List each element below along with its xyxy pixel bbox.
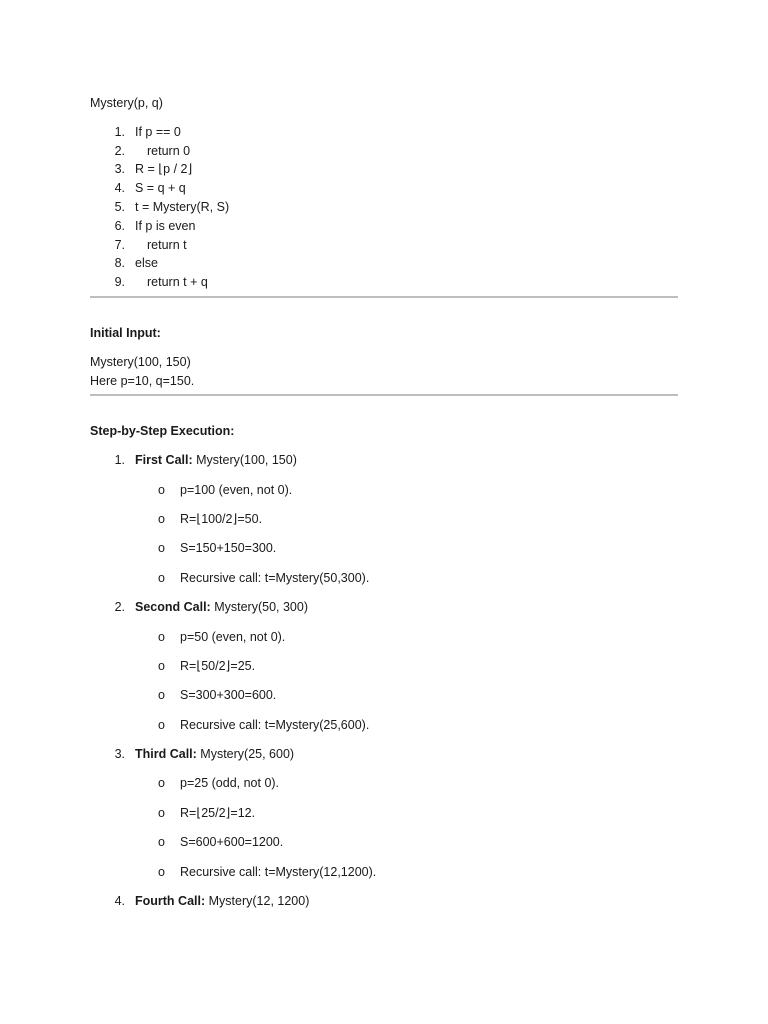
code-text: return 0 [147,143,191,158]
code-line [90,142,678,161]
bullet-marker: o [158,482,165,497]
sub-item [90,505,678,534]
step-label: Second Call: [135,600,211,615]
code-line [90,179,678,198]
code-line [90,198,678,217]
line-number: 6. [114,218,125,233]
step-label: First Call: [135,453,193,468]
step-number: 4. [114,894,125,909]
line-number: 1. [114,124,125,139]
sub-item-text: S=150+150=300. [180,541,277,556]
sub-item [90,476,678,505]
sub-item-text: S=300+300=600. [180,688,277,703]
line-number: 3. [114,162,125,177]
sub-item-text: p=25 (odd, not 0). [180,776,280,791]
bullet-marker: o [158,688,165,703]
code-text: S = q + q [135,181,186,196]
bullet-marker: o [158,570,165,585]
sub-item-text: Recursive call: t=Mystery(50,300). [180,570,370,585]
sub-item-text: R=⌊100/2⌋=50. [180,511,263,526]
code-text: return t [147,237,187,252]
code-line [90,236,678,255]
divider [90,296,678,298]
line-number: 2. [114,143,125,158]
initial-input-heading: Initial Input: [90,325,161,340]
bullet-marker: o [158,541,165,556]
initial-call: Mystery(100, 150) [90,354,191,369]
execution-heading: Step-by-Step Execution: [90,424,235,439]
sub-item [90,564,678,593]
bullet-marker: o [158,776,165,791]
step-item [90,887,678,916]
sub-item [90,828,678,857]
code-text: else [135,256,158,271]
code-text: t = Mystery(R, S) [135,199,230,214]
bullet-marker: o [158,629,165,644]
execution-steps [90,446,678,916]
pseudocode-list [90,123,678,292]
code-line [90,254,678,273]
code-line [90,160,678,179]
sub-item-text: S=600+600=1200. [180,835,284,850]
line-number: 9. [114,275,125,290]
code-line [90,123,678,142]
initial-note: Here p=10, q=150. [90,373,195,388]
divider [90,394,678,396]
step-number: 2. [114,600,125,615]
code-text: If p is even [135,218,196,233]
sub-item-text: p=50 (even, not 0). [180,629,286,644]
sub-item-text: Recursive call: t=Mystery(12,1200). [180,864,377,879]
step-item [90,593,678,622]
code-line [90,273,678,292]
sub-item [90,769,678,798]
code-text: R = ⌊p / 2⌋ [135,162,193,177]
step-call: Mystery(50, 300) [214,600,308,615]
bullet-marker: o [158,805,165,820]
step-label: Fourth Call: [135,894,206,909]
line-number: 8. [114,256,125,271]
bullet-marker: o [158,511,165,526]
sub-item [90,623,678,652]
bullet-marker: o [158,717,165,732]
sub-item-text: R=⌊50/2⌋=25. [180,658,256,673]
function-signature: Mystery(p, q) [90,96,163,110]
sub-item [90,534,678,563]
sub-item-text: Recursive call: t=Mystery(25,600). [180,717,370,732]
bullet-marker: o [158,864,165,879]
step-item [90,446,678,475]
bullet-marker: o [158,658,165,673]
step-call: Mystery(100, 150) [196,453,297,468]
sub-item [90,711,678,740]
sub-item [90,652,678,681]
step-label: Third Call: [135,747,197,762]
sub-item [90,799,678,828]
code-text: return t + q [147,275,208,290]
bullet-marker: o [158,835,165,850]
step-call: Mystery(25, 600) [200,747,295,762]
sub-item-text: R=⌊25/2⌋=12. [180,805,256,820]
step-item [90,740,678,769]
step-call: Mystery(12, 1200) [208,894,310,909]
step-number: 1. [114,453,125,468]
sub-item [90,681,678,710]
line-number: 5. [114,199,125,214]
line-number: 7. [114,237,125,252]
code-text: If p == 0 [135,124,181,139]
sub-item-text: p=100 (even, not 0). [180,482,293,497]
document-page [90,94,678,916]
sub-item [90,858,678,887]
line-number: 4. [114,181,125,196]
code-line [90,217,678,236]
step-number: 3. [114,747,125,762]
